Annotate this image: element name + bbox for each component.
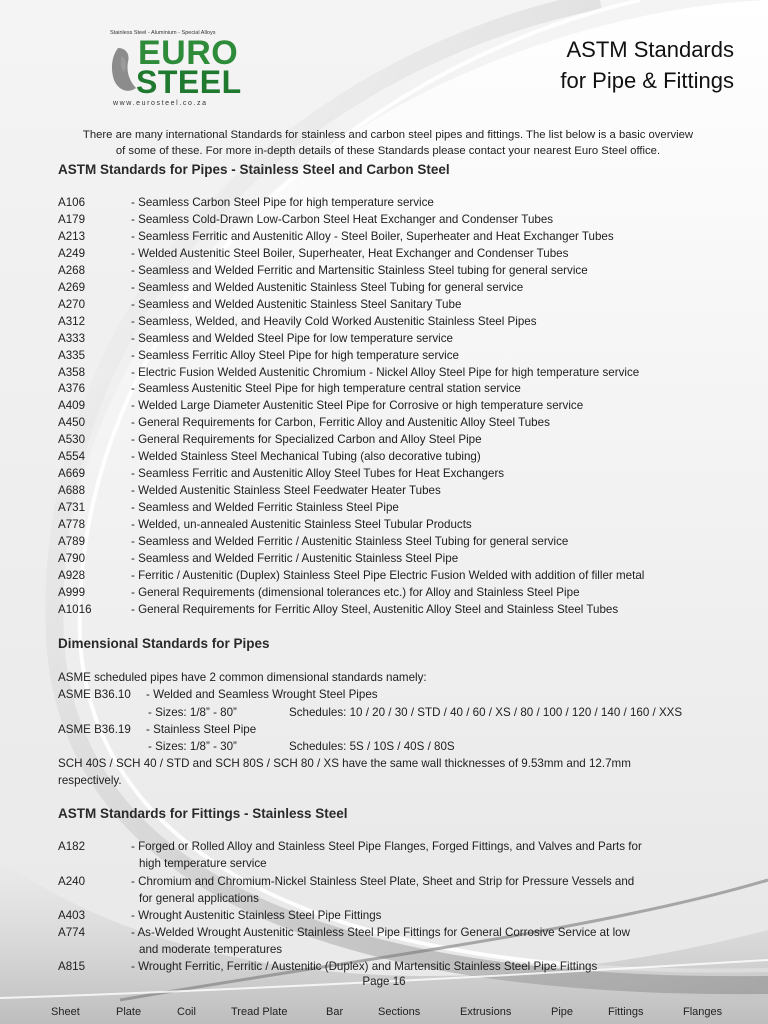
standard-description: - General Requirements for Specialized Carbon and Alloy Steel Pipe [131,433,482,447]
footer-product-link[interactable]: Tread Plate [231,1006,288,1018]
pipe-standard-row [58,585,748,602]
standard-description: - General Requirements for Ferritic Alloy Steel, Austenitic Alloy Steel and Stainless Steel Tubes [131,602,619,616]
standard-code: A312 [58,314,86,328]
standard-code: A376 [58,382,86,396]
std1-sizes: - Sizes: 1/8” - 80” [148,706,237,719]
pipe-standard-row [58,212,748,229]
pipe-standard-row [58,602,748,619]
standard-code: A731 [58,501,86,515]
standard-code: A774 [58,926,86,939]
description-line-1: - Wrought Austenitic Stainless Steel Pipe Fittings [131,909,382,922]
intro-line-2: of some of these. For more in-depth details of these Standards please contact your nearest Euro Steel office. [115,145,661,157]
standard-code: A778 [58,518,86,532]
pipe-standard-row [58,348,748,365]
footer-product-link[interactable]: Sections [378,1006,421,1018]
description-line-2: and moderate temperatures [139,943,283,956]
footer-product-link[interactable]: Coil [177,1006,196,1018]
standard-description: - Seamless and Welded Ferritic Stainless Steel Pipe [131,501,399,515]
standard-description: - Seamless Cold-Drawn Low-Carbon Steel Heat Exchanger and Condenser Tubes [131,212,554,226]
pipe-standard-row [58,246,748,263]
standard-description: - Welded Austenitic Stainless Steel Feedwater Heater Tubes [131,484,441,498]
standard-description [131,924,630,958]
standard-description [131,873,634,907]
footer-product-link[interactable]: Sheet [51,1006,80,1018]
standard-description: - Seamless and Welded Ferritic / Austenitic Stainless Steel Tubing for general service [131,535,569,549]
standard-description: - Welded Austenitic Steel Boiler, Superheater, Heat Exchanger and Condenser Tubes [131,246,569,260]
standard-description: - General Requirements for Carbon, Ferritic Alloy and Austenitic Alloy Steel Tubes [131,416,550,430]
std2-description: - Stainless Steel Pipe [146,723,257,736]
footer-product-link[interactable]: Extrusions [460,1006,512,1018]
standard-description: - Seamless and Welded Austenitic Stainless Steel Tubing for general service [131,280,524,294]
standard-description: - Seamless and Welded Austenitic Stainless Steel Sanitary Tube [131,297,462,311]
intro-line-1: There are many international Standards for stainless and carbon steel pipes and fittings. The list below is a basic overview [82,129,694,141]
standard-description: - Seamless and Welded Steel Pipe for low temperature service [131,331,453,345]
pipe-standard-row [58,551,748,568]
footer-product-link[interactable]: Pipe [551,1006,574,1018]
standard-code: A790 [58,552,86,566]
standard-code: A333 [58,331,86,345]
description-line-2: for general applications [139,892,259,905]
pipe-standard-row [58,365,748,382]
pipe-standard-row [58,297,748,314]
standard-code: A182 [58,840,86,853]
pipe-standard-row [58,229,748,246]
standard-description: - Seamless Austenitic Steel Pipe for high temperature central station service [131,382,521,396]
standard-code: A554 [58,450,86,464]
standard-description: - Electric Fusion Welded Austenitic Chromium - Nickel Alloy Steel Pipe for high temperature service [131,365,640,379]
pipe-standard-row [58,500,748,517]
pipe-standard-row [58,568,748,585]
pipe-standard-row [58,381,748,398]
pipe-standard-row [58,280,748,297]
footer-product-link[interactable]: Plate [116,1006,142,1018]
standard-code: A249 [58,246,86,260]
std2-code: ASME B36.19 [58,723,131,736]
standard-description: - Welded Stainless Steel Mechanical Tubing (also decorative tubing) [131,450,481,464]
wall-thickness-note-line-1: SCH 40S / SCH 40 / STD and SCH 80S / SCH 80 / XS have the same wall thicknesses of 9.53mm and 12.7mm [58,757,631,770]
title-line-1: ASTM Standards [566,37,734,62]
standard-code: A269 [58,280,86,294]
description-line-1: - Chromium and Chromium-Nickel Stainless Steel Plate, Sheet and Strip for Pressure Vessels and [131,875,635,888]
standard-description: - Seamless Carbon Steel Pipe for high temperature service [131,196,434,209]
standard-description: - Seamless, Welded, and Heavily Cold Worked Austenitic Stainless Steel Pipes [131,314,537,328]
pipe-standard-row [58,466,748,483]
standard-code: A268 [58,263,86,277]
standard-code: A669 [58,467,86,481]
fittings-section-heading: ASTM Standards for Fittings - Stainless Steel [58,806,348,821]
standard-description: - Seamless Ferritic Alloy Steel Pipe for high temperature service [131,348,459,362]
description-line-1: - As-Welded Wrought Austenitic Stainless Steel Pipe Fittings for General Corrosive Service at low [131,926,630,939]
standard-code: A450 [58,416,86,430]
pipe-standard-row [58,398,748,415]
standard-code: A358 [58,365,86,379]
pipe-standard-row [58,331,748,348]
pipe-standards-list [58,195,748,619]
description-line-1: - Wrought Ferritic, Ferritic / Austenitic (Duplex) and Martensitic Stainless Steel Pipe Fittings [131,960,598,973]
standard-code: A179 [58,212,86,226]
footer-product-link[interactable]: Bar [326,1006,344,1018]
standard-description: - Seamless and Welded Ferritic / Austenitic Stainless Steel Pipe [131,552,459,566]
footer-product-link[interactable]: Fittings [608,1006,644,1018]
standard-code: A815 [58,960,86,973]
std2-sizes: - Sizes: 1/8” - 30” [148,740,237,753]
title-line-2: for Pipe & Fittings [560,68,734,93]
standard-code: A999 [58,585,86,599]
logo-tagline: Stainless Steel - Aluminium - Special Alloys [110,30,216,36]
pipe-standard-row [58,195,748,212]
standard-code: A403 [58,909,86,922]
std1-schedules: Schedules: 10 / 20 / 30 / STD / 40 / 60 / XS / 80 / 100 / 120 / 140 / 160 / XXS [289,706,683,719]
standard-code: A106 [58,196,86,209]
std2-schedules: Schedules: 5S / 10S / 40S / 80S [289,740,455,753]
standard-code: A530 [58,433,86,447]
standard-code: A270 [58,297,86,311]
standard-description: - Seamless Ferritic and Austenitic Alloy Steel Tubes for Heat Exchangers [131,467,505,481]
standard-code: A789 [58,535,86,549]
page-title [560,34,734,96]
standard-code: A928 [58,568,86,582]
pipe-standard-row [58,449,748,466]
dimensional-section-heading: Dimensional Standards for Pipes [58,636,270,651]
standard-description: - Welded Large Diameter Austenitic Steel Pipe for Corrosive or high temperature service [131,399,584,413]
footer-product-bar [0,1000,768,1024]
standard-code: A1016 [58,602,92,616]
description-line-1: - Forged or Rolled Alloy and Stainless Steel Pipe Flanges, Forged Fittings, and Valves and Parts for [131,840,642,853]
standard-description: - Seamless Ferritic and Austenitic Alloy - Steel Boiler, Superheater and Heat Exchanger Tubes [131,229,614,243]
standard-description: - Ferritic / Austenitic (Duplex) Stainless Steel Pipe Electric Fusion Welded with addition of filler metal [131,568,645,582]
intro-paragraph [58,127,718,159]
description-line-2: high temperature service [139,857,267,870]
dimensional-intro: ASME scheduled pipes have 2 common dimensional standards namely: [58,671,427,684]
standard-description: - General Requirements (dimensional tolerances etc.) for Alloy and Stainless Steel Pipe [131,585,580,599]
pipe-standard-row [58,263,748,280]
standard-description: - Seamless and Welded Ferritic and Martensitic Stainless Steel tubing for general service [131,263,588,277]
standard-description: - Welded, un-annealed Austenitic Stainless Steel Tubular Products [131,518,472,532]
standard-code: A240 [58,875,86,888]
page-number: Page 16 [362,975,406,988]
standard-description [131,958,597,975]
pipe-standard-row [58,415,748,432]
wall-thickness-note-line-2: respectively. [58,774,122,787]
std1-code: ASME B36.10 [58,688,131,701]
logo-url: www.eurosteel.co.za [113,100,208,107]
standard-code: A335 [58,348,86,362]
standard-code: A213 [58,229,86,243]
standard-code: A688 [58,484,86,498]
pipe-standard-row [58,483,748,500]
pipe-standard-row [58,314,748,331]
standard-description [131,907,381,924]
euro-steel-logo [108,30,242,112]
logo-word-euro: EURO [138,34,239,72]
footer-product-link[interactable]: Flanges [683,1006,723,1018]
pipes-section-heading: ASTM Standards for Pipes - Stainless Steel and Carbon Steel [58,162,450,177]
logo-word-steel: STEEL [136,64,242,100]
std1-description: - Welded and Seamless Wrought Steel Pipes [146,688,378,701]
pipe-standard-row [58,517,748,534]
standard-description [131,838,642,872]
pipe-standard-row [58,432,748,449]
pipe-standard-row [58,534,748,551]
standard-code: A409 [58,399,86,413]
